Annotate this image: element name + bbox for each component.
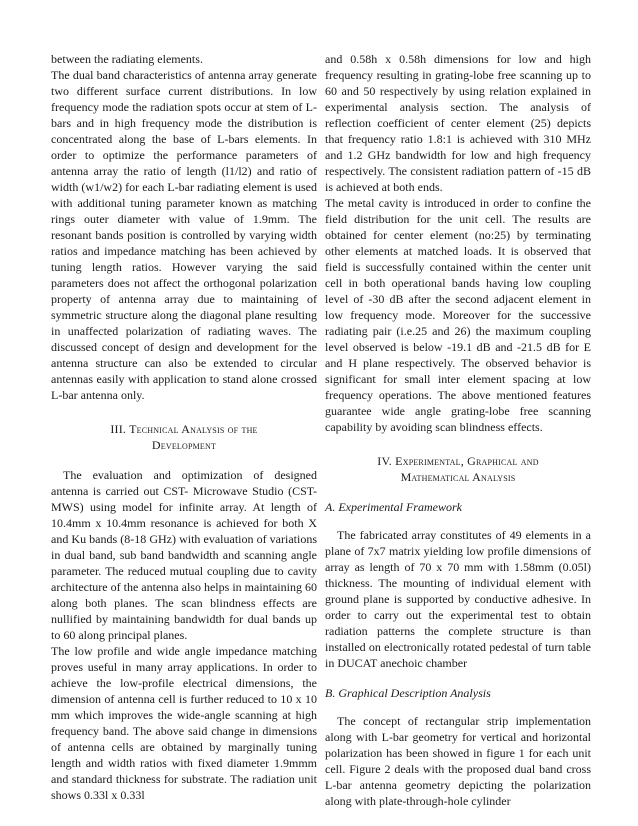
section-heading-line: Development xyxy=(151,438,217,452)
right-column xyxy=(325,51,591,809)
paragraph: between the radiating elements. xyxy=(51,52,203,66)
paragraph: The concept of rectangular strip implementation along with L-bar geometry for vertical and horizontal polarization has been showed in figure 1 for each unit cell. Figure 2 deals with the proposed dual band cross L-bar antenna geometry depicting the polarization along with plate-through-hole cylinder xyxy=(325,714,591,808)
section-heading-3 xyxy=(51,421,317,453)
section-heading-4 xyxy=(325,453,591,485)
left-column xyxy=(51,51,317,803)
paragraph: The low profile and wide angle impedance matching proves useful in many array applications. In order to achieve the low-profile electrical dimensions, the dimension of antenna cell is further reduced to 10 x 10 mm which improves the wide-angle scanning at high frequency band. The above said change in dimensions of antenna cells are obtained by marginally tuning length and width ratios with fixed diameter 1.9mmm and standard thickness for substrate. The radiation unit shows 0.33l x 0.33l xyxy=(51,644,317,802)
paragraph: The evaluation and optimization of designed antenna is carried out CST- Microwave Studio (CST-MWS) using model for infinite array. At length of 10.4mm x 10.4mm resonance is achieved for both X and Ku bands (8-18 GHz) with evaluation of variations in dual band, sub band bandwidth and scanning angle parameter. The reduced mutual coupling due to cavity architecture of the antenna also helps in maintaining 60 along both planes. The scan blindness effects are nullified by maintaining bandwidth for dual bands up to 60 along principal planes. xyxy=(51,468,317,642)
paragraph: The dual band characteristics of antenna array generate two different surface current distributions. In low frequency mode the radiation spots occur at stem of L-bars and in high frequency mode the distribution is concentrated along the base of L-bars elements. In order to optimize the performance parameters of antenna array the ratio of length (l1/l2) and ratio of width (w1/w2) for each L-bar radiating element is used with additional tuning parameter known as matching rings outer diameter with value of 1.9mm. The resonant bands position is controlled by varying width ratios and impedance matching has been achieved by tuning length ratios. However varying the said parameters does not affect the orthogonal polarization property of antenna array due to maintaining of symmetric structure along the diagonal plane resulting in unaffected polarization of radiating waves. The discussed concept of design and development for the antenna structure can also be extended to circular antennas easily with application to stand alone crossed L-bar antenna only. xyxy=(51,68,317,402)
paragraph: and 0.58h x 0.58h dimensions for low and high frequency resulting in grating-lobe free scanning up to 60 and 50 respectively by using relation explained in experimental analysis section. The analysis of reflection coefficient of center element (25) depicts that frequency ratio 1.8:1 is achieved with 310 MHz and 1.2 GHz bandwidth for low and high frequency respectively. The consistent radiation pattern of -15 dB is achieved at both ends. xyxy=(325,52,591,194)
subsection-heading-b: B. Graphical Description Analysis xyxy=(325,686,491,700)
section-heading-line: IV. Experimental, Graphical and xyxy=(377,454,539,468)
paragraph: The fabricated array constitutes of 49 elements in a plane of 7x7 matrix yielding low profile dimensions of array as length of 70 x 70 mm with 1.58mm (0.05l) thickness. The mounting of individual element with ground plane is supported by conductive adhesive. In order to carry out the experimental test to obtain radiation patterns the complete structure is than installed on electronically rotated pedestal of turn table in DUCAT anechoic chamber xyxy=(325,528,591,670)
section-heading-line: Mathematical Analysis xyxy=(400,470,516,484)
section-heading-line: III. Technical Analysis of the xyxy=(110,422,258,436)
paragraph: The metal cavity is introduced in order to confine the field distribution for the unit cell. The results are obtained for center element (no:25) by terminating other elements at matched loads. It is observed that field is successfully contained within the center unit cell in both operational bands having low coupling level of -30 dB after the second adjacent element in low frequency mode. Moreover for the successive radiating pair (i.e.25 and 26) the maximum coupling level observed is below -19.1 dB and -21.5 dB for E and H plane respectively. The observed behavior is significant for small inter element spacing at low frequency operations. The above mentioned features guarantee wide angle grating-lobe free scanning capability by avoiding scan blindness effects. xyxy=(325,196,591,434)
subsection-heading-a: A. Experimental Framework xyxy=(325,500,462,514)
